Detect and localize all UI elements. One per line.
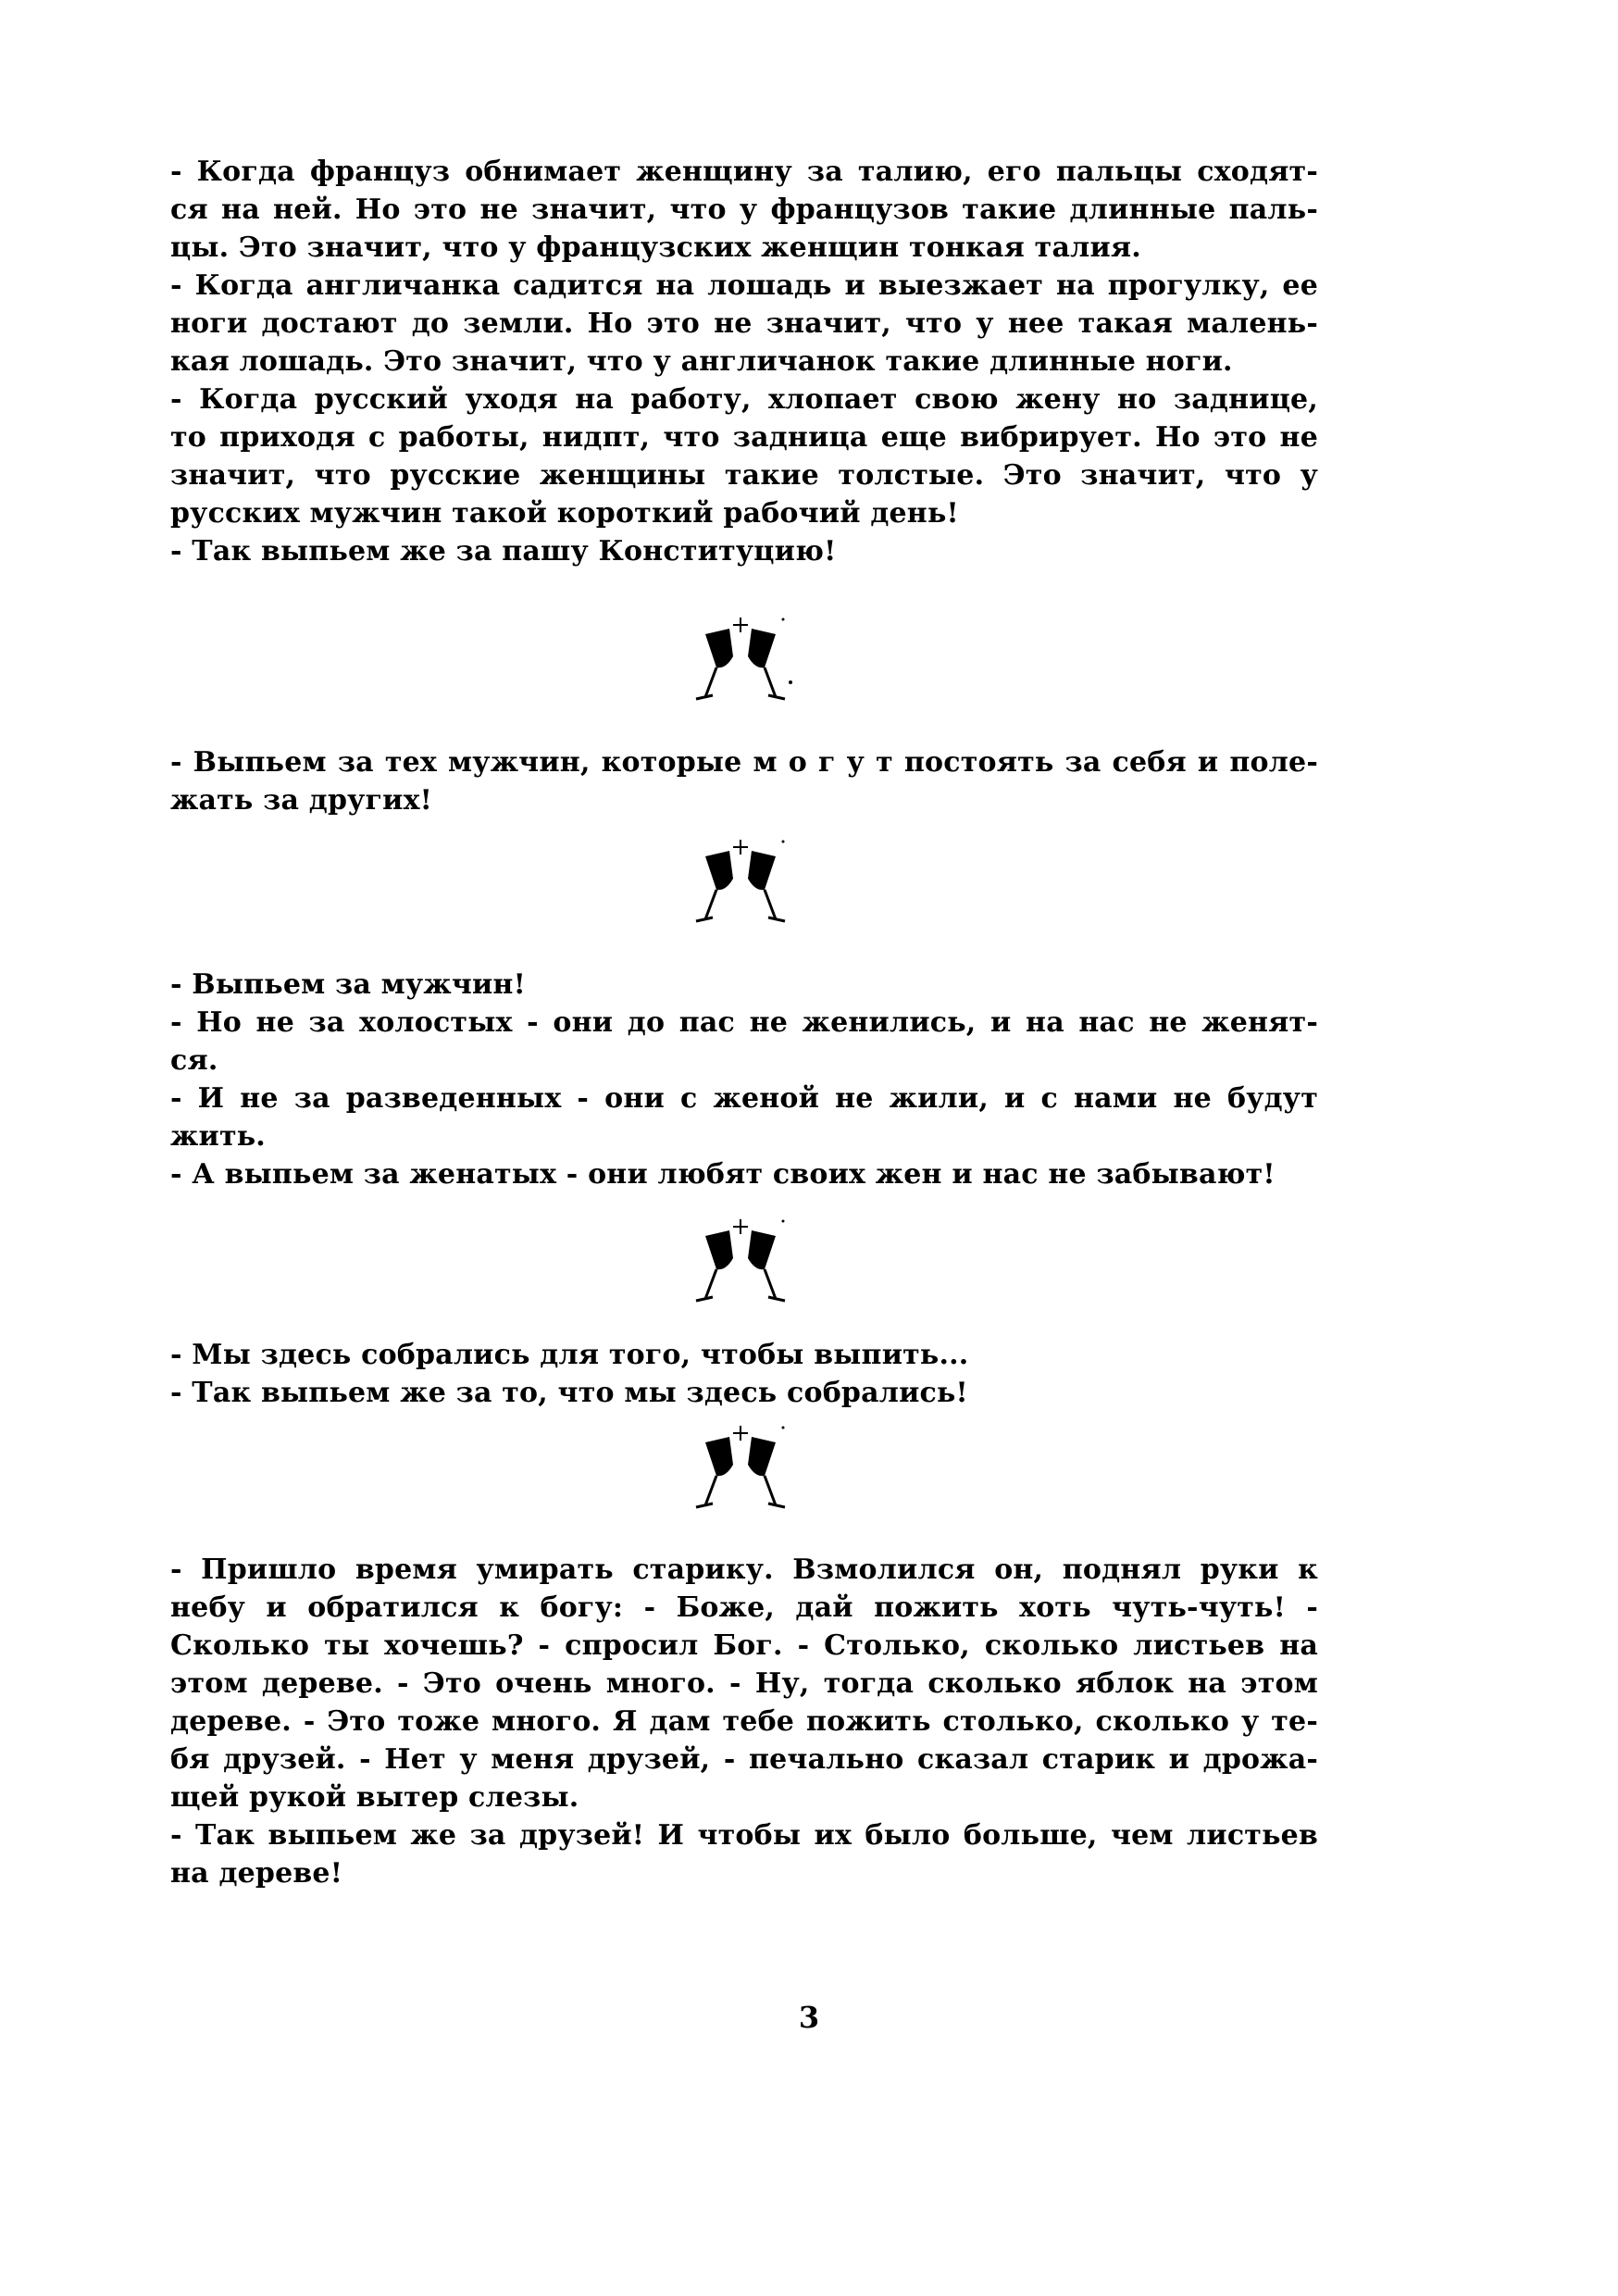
text-line: ся на ней. Но это не значит, что у французов такие длинные паль- — [170, 193, 1318, 226]
toast-text-block-1 — [170, 153, 1318, 570]
text-line: значит, что русские женщины такие толстые. Это значит, что у — [170, 459, 1318, 492]
text-line: - Пришло время умирать старику. Взмолился он, поднял руки к — [170, 1554, 1318, 1586]
text-line: - Так выпьем же за пашу Конституцию! — [170, 535, 837, 568]
toast-text-block-2 — [170, 743, 1318, 819]
text-line: бя друзей. - Нет у меня друзей, - печально сказал старик и дрожа- — [170, 1743, 1318, 1776]
text-line: - Так выпьем же за то, что мы здесь собрались! — [170, 1377, 968, 1409]
toast-text-block-3 — [170, 966, 1318, 1193]
text-line: - Выпьем за мужчин! — [170, 968, 526, 1001]
text-line: жать за других! — [170, 784, 433, 817]
text-line: - А выпьем за женатых - они любят своих жен и нас не забывают! — [170, 1158, 1276, 1191]
page-number: 3 — [798, 2000, 820, 2035]
text-line: то приходя с работы, нидпт, что задница еще вибрирует. Но это не — [170, 421, 1318, 454]
text-line: Сколько ты хочешь? - спросил Бог. - Столько, сколько листьев на — [170, 1629, 1318, 1662]
clinking-glasses-icon — [685, 1217, 796, 1310]
text-line: на дереве! — [170, 1857, 343, 1890]
text-line: кая лошадь. Это значит, что у англичанок такие длинные ноги. — [170, 345, 1233, 378]
text-line: - Но не за холостых - они до пас не женились, и на нас не женят- — [170, 1006, 1318, 1039]
text-line: - Мы здесь собрались для того, чтобы выпить... — [170, 1339, 969, 1371]
text-line: ся. — [170, 1044, 218, 1077]
text-line: дереве. - Это тоже много. Я дам тебе пожить столько, сколько у те- — [170, 1705, 1318, 1738]
clinking-glasses-icon — [685, 838, 796, 930]
text-line: ноги достают до земли. Но это не значит, что у нее такая малень- — [170, 307, 1318, 340]
text-line: щей рукой вытер слезы. — [170, 1781, 579, 1814]
clinking-glasses-icon — [685, 616, 796, 708]
text-line: - Когда француз обнимает женщину за талию, его пальцы сходят- — [170, 156, 1318, 188]
clinking-glasses-icon — [685, 1424, 796, 1516]
text-line: жить. — [170, 1120, 266, 1153]
text-line: - Выпьем за тех мужчин, которые м о г у т постоять за себя и поле- — [170, 746, 1318, 779]
text-line: - Так выпьем же за друзей! И чтобы их было больше, чем листьев — [170, 1819, 1318, 1852]
text-line: - Когда англичанка садится на лошадь и выезжает на прогулку, ее — [170, 269, 1318, 302]
toast-text-block-5 — [170, 1551, 1318, 1892]
text-line: небу и обратился к богу: - Боже, дай пожить хоть чуть-чуть! - — [170, 1591, 1318, 1624]
text-line: - Когда русский уходя на работу, хлопает свою жену но заднице, — [170, 383, 1318, 416]
text-line: - И не за разведенных - они с женой не жили, и с нами не будут — [170, 1082, 1318, 1115]
text-line: этом дереве. - Это очень много. - Ну, тогда сколько яблок на этом — [170, 1667, 1318, 1700]
toast-text-block-4 — [170, 1336, 1318, 1412]
text-line: русских мужчин такой короткий рабочий день! — [170, 497, 959, 530]
text-line: цы. Это значит, что у французских женщин тонкая талия. — [170, 231, 1141, 264]
